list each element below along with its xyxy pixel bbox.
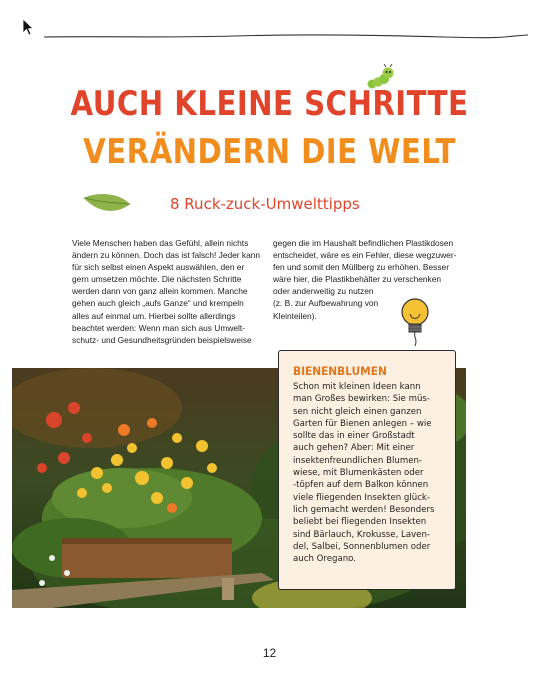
leaf-icon bbox=[82, 190, 132, 216]
page-subtitle: 8 Ruck-zuck-Umwelttipps bbox=[170, 195, 360, 213]
tip-heading: BIENENBLUMEN bbox=[293, 364, 387, 378]
mouse-pointer-icon bbox=[22, 18, 34, 36]
page-title-line-2: VERÄNDERN DIE WELT bbox=[83, 132, 456, 172]
tip-text: Schon mit kleinen Ideen kann man Großes bewirken: Sie müs- sen nicht gleich einen ganzen Garten für Bienen anlegen – wie sollte das in einer Großstadt auch gehen? Aber: Mit einer insektenfreundlichen Blumen- wiese, mit Blumenkästen oder -töpfen auf dem Balkon können viele fliegenden Insekten glück- lich gemacht werden! Besonders beliebt bei fliegenden Insekten sind Bärlauch, Krokusse, Laven- del, Salbei, Sonnenblumen oder auch Oregano. bbox=[293, 382, 435, 565]
body-text-left-column: Viele Menschen haben das Gefühl, allein nichts ändern zu können. Doch das ist falsch! Jeder kann für sich selbst einen Aspekt auswählen, den er gern umsetzen möchte. Die nächsten Schritte werden dann von ganz allein kommen. Manche gehen auch gleich „aufs Ganze“ und krempeln alles auf einmal um. Hierbei sollte allerdings beachtet werden: Wenn man sich aus Umwelt- schutz- und Gesundheitsgründen beispielsweise bbox=[72, 238, 261, 345]
body-text-right-column: gegen die im Haushalt befindlichen Plastikdosen entscheidet, wäre es ein Fehler, diese wegzuwer- fen und somit den Müllberg zu erhöhen. Besser wäre hier, die Plastikbehälter zu verschenken oder anderweitig zu nutzen (z. B. zur Aufbewahrung von Kleinteilen). bbox=[273, 238, 457, 321]
page-title-line-1: AUCH KLEINE SCHRITTE bbox=[70, 84, 469, 124]
page-number: 12 bbox=[262, 646, 277, 660]
lightbulb-icon bbox=[397, 296, 433, 348]
top-rule-divider bbox=[44, 28, 528, 42]
